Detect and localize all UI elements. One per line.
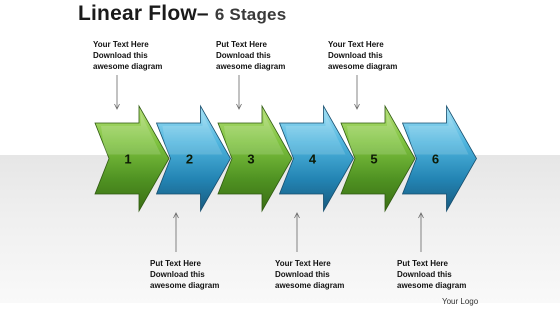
callout-line: Your Text Here (275, 259, 331, 268)
callout-line: awesome diagram (93, 62, 163, 71)
callout-line: Put Text Here (397, 259, 448, 268)
callout-line: Download this (216, 51, 271, 60)
title-dash: – (196, 2, 209, 25)
stage-label-1: 1 (124, 151, 132, 167)
title-main: Linear Flow (78, 2, 197, 25)
callout-line: awesome diagram (397, 281, 467, 290)
callout-line: Download this (397, 270, 452, 279)
stage-arrow-1 (95, 106, 169, 211)
callout-line: Download this (275, 270, 330, 279)
callout-line: Your Text Here (93, 40, 149, 49)
callout-line: awesome diagram (216, 62, 286, 71)
callout-line: Put Text Here (150, 259, 201, 268)
callout-line: Download this (328, 51, 383, 60)
stage-arrows (95, 106, 477, 211)
stage-label-2: 2 (185, 151, 194, 167)
callout-line: Your Text Here (328, 40, 384, 49)
title-subtitle: 6 Stages (214, 5, 287, 24)
stage-label-5: 5 (370, 151, 378, 167)
callout-line: Put Text Here (216, 40, 267, 49)
callout-line: awesome diagram (328, 62, 398, 71)
callout-line: awesome diagram (275, 281, 345, 290)
logo-text: Your Logo (442, 297, 479, 306)
callout-line: awesome diagram (150, 281, 220, 290)
stage-label-6: 6 (431, 151, 440, 167)
stage-label-4: 4 (308, 151, 317, 167)
callout-line: Download this (150, 270, 205, 279)
stage-label-3: 3 (247, 151, 255, 167)
callout-line: Download this (93, 51, 148, 60)
